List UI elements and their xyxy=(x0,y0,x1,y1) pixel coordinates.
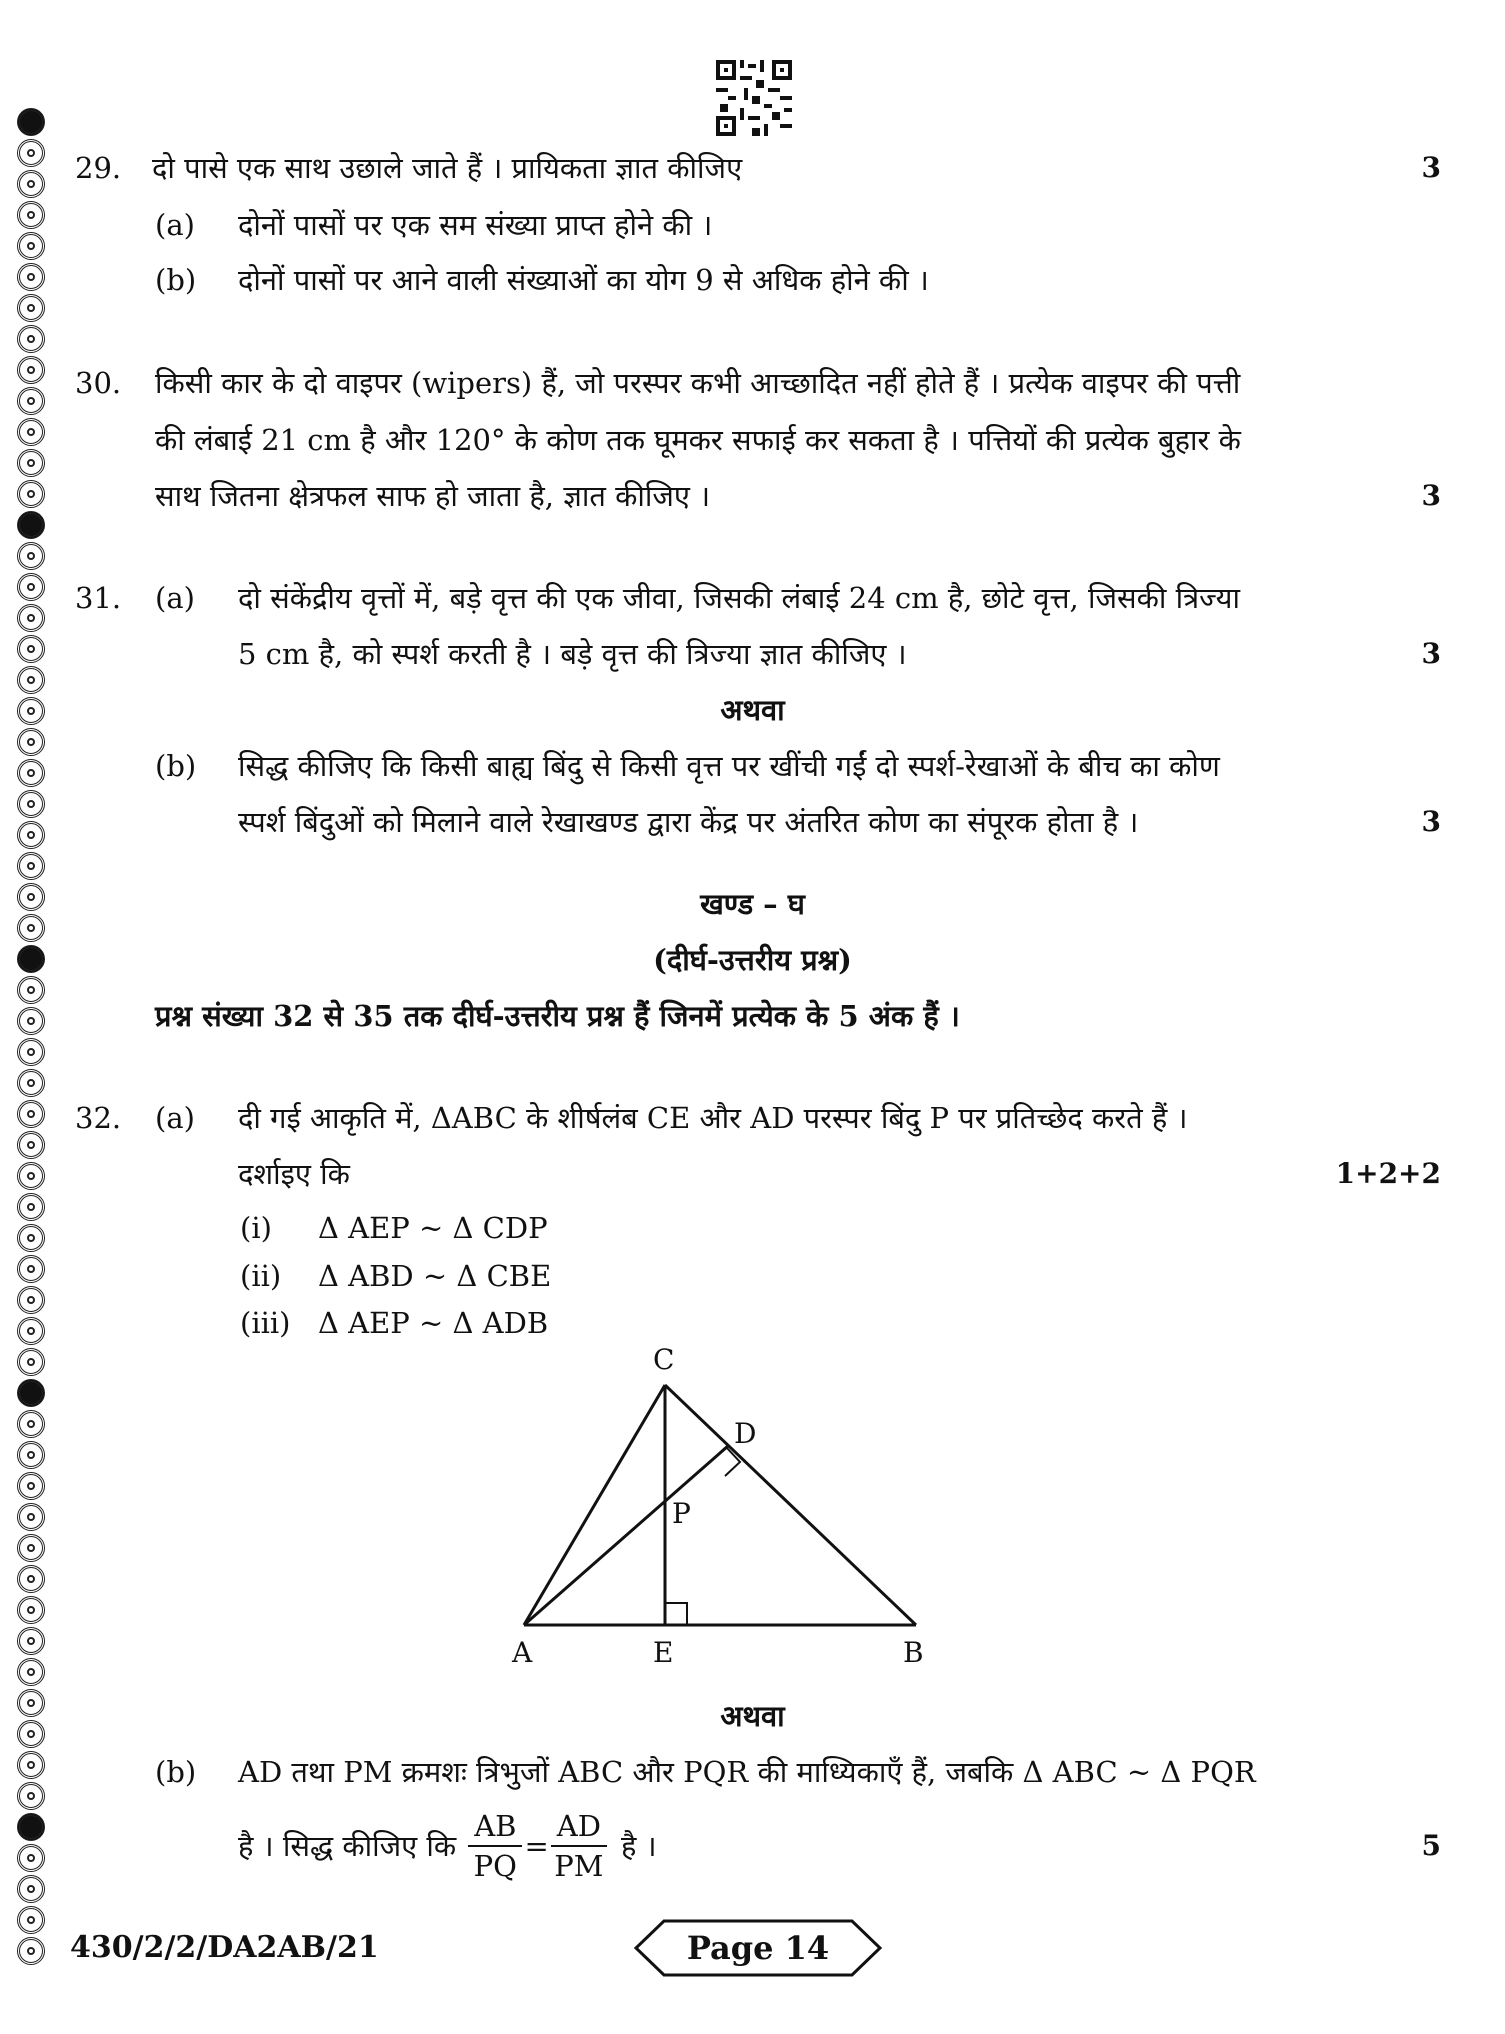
question-text-line: साथ जितना क्षेत्रफल साफ हो जाता है, ज्ञात कीजिए । xyxy=(155,479,711,513)
marks: 3 xyxy=(1421,637,1441,670)
margin-spiral-mark xyxy=(17,1100,45,1128)
section-subtitle: (दीर्घ-उत्तरीय प्रश्न) xyxy=(653,943,852,977)
question-text-line: 5 cm है, को स्पर्श करती है । बड़े वृत्त की त्रिज्या ज्ञात कीजिए । xyxy=(238,637,907,671)
or-separator: अथवा xyxy=(720,693,785,727)
margin-spiral-mark xyxy=(17,1193,45,1221)
fraction-ad-pm xyxy=(551,1807,607,1885)
margin-spiral-mark xyxy=(17,1069,45,1097)
question-text-line: दी गई आकृति में, ΔABC के शीर्षलंब CE और AD परस्पर बिंदु P पर प्रतिच्छेद करते हैं । xyxy=(238,1101,1188,1135)
margin-spiral-mark xyxy=(17,1751,45,1779)
margin-spiral-mark xyxy=(17,635,45,663)
question-text-line: सिद्ध कीजिए कि किसी बाह्य बिंदु से किसी वृत्त पर खींची गईं दो स्पर्श-रेखाओं के बीच का कोण xyxy=(238,749,1220,783)
margin-spiral-mark xyxy=(17,1534,45,1562)
part-label: (a) xyxy=(155,208,195,242)
margin-spiral-mark xyxy=(17,1038,45,1066)
margin-spiral-mark xyxy=(17,201,45,229)
margin-spiral-mark xyxy=(17,1658,45,1686)
margin-spiral-mark xyxy=(17,1472,45,1500)
question-number: 32. xyxy=(75,1101,122,1135)
margin-spiral-mark xyxy=(17,1441,45,1469)
margin-spiral-mark xyxy=(17,1317,45,1345)
question-text-line: दर्शाइए कि xyxy=(238,1157,350,1191)
question-text: दो पासे एक साथ उछाले जाते हैं । प्रायिकता ज्ञात कीजिए xyxy=(152,151,743,185)
margin-spiral-mark xyxy=(17,728,45,756)
margin-spiral-mark xyxy=(17,1875,45,1903)
question-text-line xyxy=(238,1805,657,1887)
label-p: P xyxy=(672,1497,691,1530)
section-title: खण्ड – घ xyxy=(700,887,805,921)
margin-spiral-mark xyxy=(17,325,45,353)
paper-code: 430/2/2/DA2AB/21 xyxy=(70,1930,379,1965)
part-label: (a) xyxy=(155,1101,195,1135)
margin-spiral-mark xyxy=(17,1379,45,1407)
margin-spiral-mark xyxy=(17,976,45,1004)
margin-spiral-mark xyxy=(17,852,45,880)
question-text-line: दो संकेंद्रीय वृत्तों में, बड़े वृत्त की एक जीवा, जिसकी लंबाई 24 cm है, छोटे वृत्त, जिसकी त्रिज्या xyxy=(238,581,1241,615)
label-a: A xyxy=(512,1636,533,1669)
margin-spiral-mark xyxy=(17,139,45,167)
right-angle-e xyxy=(665,1603,687,1625)
margin-spiral-mark xyxy=(17,418,45,446)
label-c: C xyxy=(653,1343,675,1376)
margin-spiral-mark xyxy=(17,1937,45,1965)
fraction-numerator: AD xyxy=(551,1807,607,1847)
margin-spiral-mark xyxy=(17,1565,45,1593)
margin-spiral-mark xyxy=(17,1782,45,1810)
margin-spiral-mark xyxy=(17,604,45,632)
part-label: (b) xyxy=(155,263,197,297)
margin-spiral-mark xyxy=(17,232,45,260)
or-separator: अथवा xyxy=(720,1699,785,1733)
marks: 3 xyxy=(1421,805,1441,838)
label-b: B xyxy=(903,1636,924,1669)
side-cb xyxy=(665,1385,916,1625)
text-before-fraction: है । सिद्ध कीजिए कि xyxy=(238,1829,457,1863)
margin-decoration xyxy=(14,108,58,1968)
margin-spiral-mark xyxy=(17,449,45,477)
subpart-text: Δ AEP ~ Δ ADB xyxy=(318,1306,549,1340)
margin-spiral-mark xyxy=(17,1410,45,1438)
fraction-ab-pq xyxy=(468,1807,522,1885)
page-number-badge xyxy=(632,1918,884,1978)
side-ac xyxy=(524,1385,665,1625)
text-after-fraction: है । xyxy=(620,1829,657,1863)
part-text: दोनों पासों पर आने वाली संख्याओं का योग 9 से अधिक होने की । xyxy=(238,263,929,297)
question-number: 31. xyxy=(75,581,122,615)
question-text-line: AD तथा PM क्रमशः त्रिभुजों ABC और PQR की माध्यिकाएँ हैं, जबकि Δ ABC ~ Δ PQR xyxy=(238,1755,1256,1789)
subpart-text: Δ ABD ~ Δ CBE xyxy=(318,1259,552,1293)
margin-spiral-mark xyxy=(17,511,45,539)
margin-spiral-mark xyxy=(17,1255,45,1283)
equals-sign: = xyxy=(524,1829,549,1863)
question-text-line: किसी कार के दो वाइपर (wipers) हैं, जो परस्पर कभी आच्छादित नहीं होते हैं । प्रत्येक वाइपर की पत्ती xyxy=(155,366,1241,400)
label-d: D xyxy=(734,1417,757,1450)
margin-spiral-mark xyxy=(17,170,45,198)
part-label: (b) xyxy=(155,1755,197,1789)
margin-spiral-mark xyxy=(17,1906,45,1934)
part-label: (b) xyxy=(155,749,197,783)
margin-spiral-mark xyxy=(17,790,45,818)
subpart-text: Δ AEP ~ Δ CDP xyxy=(318,1211,548,1245)
question-text-line: की लंबाई 21 cm है और 120° के कोण तक घूमकर सफाई कर सकता है । पत्तियों की प्रत्येक बुहार के xyxy=(155,423,1241,457)
margin-spiral-mark xyxy=(17,1348,45,1376)
margin-spiral-mark xyxy=(17,480,45,508)
margin-spiral-mark xyxy=(17,1131,45,1159)
margin-spiral-mark xyxy=(17,573,45,601)
altitude-ad xyxy=(524,1446,728,1625)
margin-spiral-mark xyxy=(17,1162,45,1190)
question-number: 30. xyxy=(75,366,122,400)
margin-spiral-mark xyxy=(17,1224,45,1252)
marks: 3 xyxy=(1421,479,1441,512)
marks: 5 xyxy=(1421,1829,1441,1862)
margin-spiral-mark xyxy=(17,1596,45,1624)
part-text: दोनों पासों पर एक सम संख्या प्राप्त होने की । xyxy=(238,208,713,242)
margin-spiral-mark xyxy=(17,1813,45,1841)
margin-spiral-mark xyxy=(17,1627,45,1655)
subpart-label: (i) xyxy=(240,1211,272,1245)
marks: 1+2+2 xyxy=(1335,1157,1441,1190)
margin-spiral-mark xyxy=(17,1286,45,1314)
question-text-line: स्पर्श बिंदुओं को मिलाने वाले रेखाखण्ड द्वारा केंद्र पर अंतरित कोण का संपूरक होता है । xyxy=(238,805,1139,839)
marks: 3 xyxy=(1421,151,1441,184)
part-label: (a) xyxy=(155,581,195,615)
margin-spiral-mark xyxy=(17,821,45,849)
page-number: Page 14 xyxy=(686,1929,830,1967)
margin-spiral-mark xyxy=(17,356,45,384)
margin-spiral-mark xyxy=(17,1503,45,1531)
subpart-label: (iii) xyxy=(240,1306,291,1340)
triangle-figure xyxy=(500,1335,960,1680)
margin-spiral-mark xyxy=(17,387,45,415)
question-number: 29. xyxy=(75,151,122,185)
margin-spiral-mark xyxy=(17,1844,45,1872)
label-e: E xyxy=(653,1636,674,1669)
fraction-denominator: PM xyxy=(554,1849,604,1883)
qr-code xyxy=(716,60,792,136)
fraction-denominator: PQ xyxy=(473,1849,517,1883)
margin-spiral-mark xyxy=(17,1007,45,1035)
margin-spiral-mark xyxy=(17,294,45,322)
margin-spiral-mark xyxy=(17,759,45,787)
subpart-label: (ii) xyxy=(240,1259,282,1293)
fraction-numerator: AB xyxy=(468,1807,522,1847)
margin-spiral-mark xyxy=(17,108,45,136)
margin-spiral-mark xyxy=(17,263,45,291)
margin-spiral-mark xyxy=(17,542,45,570)
section-instruction: प्रश्न संख्या 32 से 35 तक दीर्घ-उत्तरीय प्रश्न हैं जिनमें प्रत्येक के 5 अंक हैं । xyxy=(155,999,960,1033)
